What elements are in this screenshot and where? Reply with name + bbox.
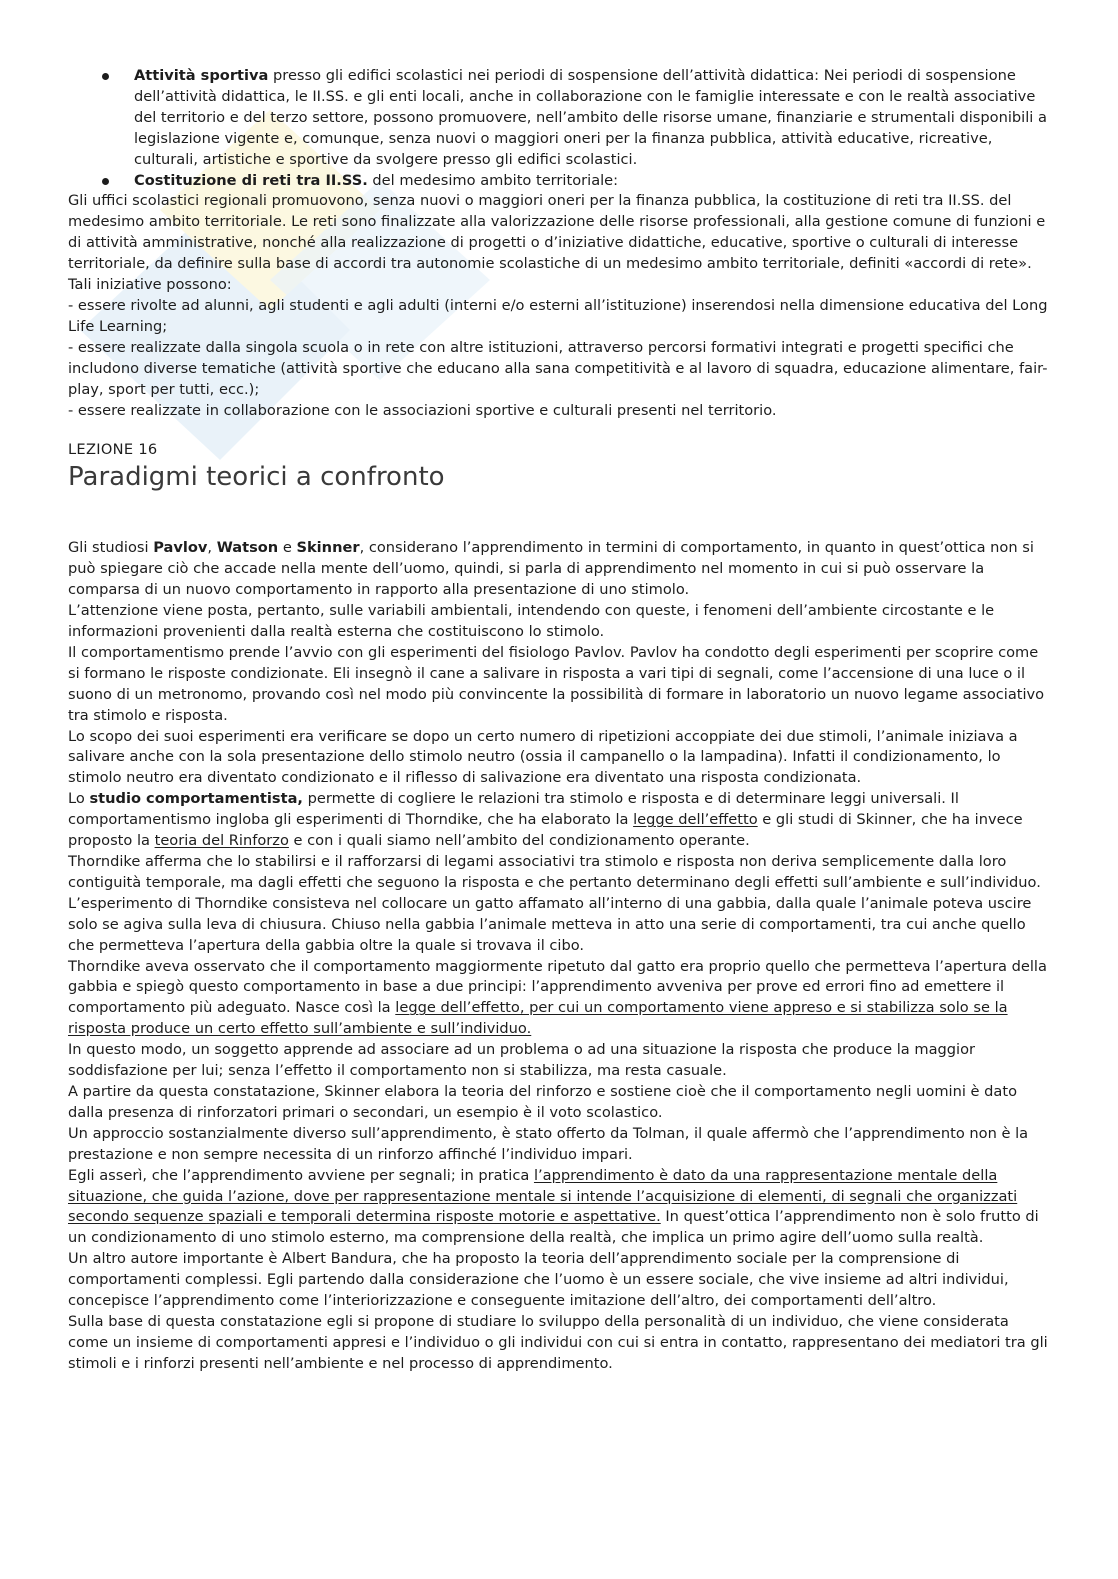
list-item: Attività sportiva presso gli edifici scolastici nei periodi di sospensione dell’attività didattica: Nei periodi di sospensione dell’attività didattica, le II.SS. e gli enti locali, anche in collaborazione con le famiglie interessate e con le realtà associative del territorio e del terzo settore, possono promuovere, nell’ambito delle risorse umane, finanziarie e strumentali disponibili a legislazione vigente e, comunque, senza nuovi o maggiori oneri per la finanza pubblica, attività educative, ricreative, culturali, artistiche e sportive da svolgere presso gli edifici scolastici. bbox=[68, 66, 1048, 171]
paragraph: A partire da questa constatazione, Skinner elabora la teoria del rinforzo e sostiene cioè che il comportamento negli uomini è dato dalla presenza di rinforzatori primari o secondari, un esempio è il voto scolastico. bbox=[68, 1082, 1018, 1121]
paragraph: In questo modo, un soggetto apprende ad associare ad un problema o ad una situazione la risposta che produce la maggior soddisfazione per lui; senza l’effetto il comportamento non si stabilizza, ma resta casuale. bbox=[68, 1041, 976, 1080]
paragraph: L’attenzione viene posta, pertanto, sulle variabili ambientali, intendendo con queste, i fenomeni dell’ambiente circostante e le informazioni provenienti dalla realtà esterna che costituiscono lo stimolo. bbox=[68, 602, 995, 641]
paragraph: Lo scopo dei suoi esperimenti era verificare se dopo un certo numero di ripetizioni accoppiate dei due stimoli, l’animale iniziava a salivare anche con la sola presentazione dello stimolo neutro (ossia il campanello o la lampadina). Infatti il condizionamento, lo stimolo neutro era diventato condizionato e il riflesso di salivazione era diventato una risposta condizionata. bbox=[68, 727, 1018, 787]
paragraph: Un altro autore importante è Albert Bandura, che ha proposto la teoria dell’apprendimento sociale per la comprensione di comportamenti complessi. Egli partendo dalla considerazione che l’uomo è un essere sociale, che vive insieme ad altri individui, concepisce l’apprendimento come l’interiorizzazione e conseguente imitazione dell’altro, dei comportamenti dell’altro. bbox=[68, 1250, 1009, 1310]
paragraph: L’esperimento di Thorndike consisteva nel collocare un gatto affamato all’interno di una gabbia, dalla quale l’animale poteva uscire solo se agiva sulla leva di chiusura. Chiuso nella gabbia l’animale metteva in atto una serie di comportamenti, tra cui anche quello che permetteva l’apertura della gabbia oltre la quale si trovava il cibo. bbox=[68, 894, 1032, 954]
paragraph: Gli studiosi Pavlov, Watson e Skinner, considerano l’apprendimento in termini di comportamento, in quanto in quest’ottica non si può spiegare ciò che accade nella mente dell’uomo, quindi, si parla di apprendimento nel momento in cui si può osservare la comparsa di un nuovo comportamento in rapporto alla presentazione di uno stimolo. bbox=[68, 539, 1034, 599]
paragraph: Sulla base di questa constatazione egli si propone di studiare lo sviluppo della personalità di un individuo, che viene considerata come un insieme di comportamenti appresi e l’individuo o gli individui con cui si entra in contatto, rappresentano dei mediatori tra gli stimoli e i rinforzi presenti nell’ambiente e nel processo di apprendimento. bbox=[68, 1312, 1048, 1372]
list-item: Costituzione di reti tra II.SS. del medesimo ambito territoriale: bbox=[68, 171, 1048, 192]
paragraph: Un approccio sostanzialmente diverso sull’apprendimento, è stato offerto da Tolman, il quale affermò che l’apprendimento non è la prestazione e non sempre necessita di un rinforzo affinché l’individuo impari. bbox=[68, 1124, 1029, 1163]
page-title: Paradigmi teorici a confronto bbox=[68, 462, 445, 493]
document-page bbox=[68, 66, 1048, 1375]
lesson-label: LEZIONE 16 bbox=[68, 441, 158, 459]
paragraph: - essere realizzate dalla singola scuola o in rete con altre istituzioni, attraverso percorsi formativi integrati e progetti specifici che includono diverse tematiche (attività sportive che educano alla sana competitività e al lavoro di squadra, educazione alimentare, fair-play, sport per tutti, ecc.); bbox=[68, 338, 1048, 398]
paragraph: Il comportamentismo prende l’avvio con gli esperimenti del fisiologo Pavlov. Pavlov ha condotto degli esperimenti per scoprire come si formano le risposte condizionate. Eli insegnò il cane a salivare in risposta a vari tipi di segnali, come l’accensione di una luce o il suono di un metronomo, provando così nel modo più convincente la possibilità di formare in laboratorio un nuovo legame associativo tra stimolo e risposta. bbox=[68, 643, 1045, 724]
paragraph: Egli asserì, che l’apprendimento avviene per segnali; in pratica l’apprendimento è dato da una rappresentazione mentale della situazione, che guida l’azione, dove per rappresentazione mentale si intende l’acquisizione di elementi, di segnali che organizzati secondo sequenze spaziali e temporali determina risposte motorie e aspettative. In quest’ottica l’apprendimento non è solo frutto di un condizionamento di uno stimolo esterno, ma comprensione della realtà, che implica un primo agire dell’uomo sulla realtà. bbox=[68, 1166, 1039, 1247]
paragraph: Lo studio comportamentista, permette di cogliere le relazioni tra stimolo e risposta e di determinare leggi universali. Il comportamentismo ingloba gli esperimenti di Thorndike, che ha elaborato la legge dell’effetto e gli studi di Skinner, che ha invece proposto la teoria del Rinforzo e con i quali siamo nell’ambito del condizionamento operante. bbox=[68, 790, 1023, 850]
paragraph: Thorndike aveva osservato che il comportamento maggiormente ripetuto dal gatto era proprio quello che permetteva l’apertura della gabbia e spiegò questo comportamento in base a due principi: l’apprendimento avveniva per prove ed errori fino ad emettere il comportamento più adeguato. Nasce così la legge dell’effetto, per cui un comportamento viene appreso e si stabilizza solo se la risposta produce un certo effetto sull’ambiente e sull’individuo. bbox=[68, 957, 1047, 1038]
bullet-list bbox=[68, 66, 1048, 191]
paragraph: Thorndike afferma che lo stabilirsi e il rafforzarsi di legami associativi tra stimolo e risposta non deriva semplicemente dalla loro contiguità temporale, ma dagli effetti che seguono la risposta e che pertanto determinano degli effetti sull’ambiente e sull’individuo. bbox=[68, 853, 1041, 891]
paragraph: Gli uffici scolastici regionali promuovono, senza nuovi o maggiori oneri per la finanza pubblica, la costituzione di reti tra II.SS. del medesimo ambito territoriale. Le reti sono finalizzate alla valorizzazione delle risorse professionali, alla gestione comune di funzioni e di attività amministrative, nonché alla realizzazione di progetti o d’iniziative didattiche, educative, sportive o culturali di interesse territoriale, da definire sulla base di accordi tra autonomie scolastiche di un medesimo ambito territoriale, definiti «accordi di rete». bbox=[68, 192, 1046, 273]
paragraph: Tali iniziative possono: bbox=[68, 276, 232, 294]
paragraph: - essere realizzate in collaborazione con le associazioni sportive e culturali presenti nel territorio. bbox=[68, 401, 777, 419]
paragraph: - essere rivolte ad alunni, agli studenti e agli adulti (interni e/o esterni all’istituzione) inserendosi nella dimensione educativa del Long Life Learning; bbox=[68, 296, 1048, 335]
